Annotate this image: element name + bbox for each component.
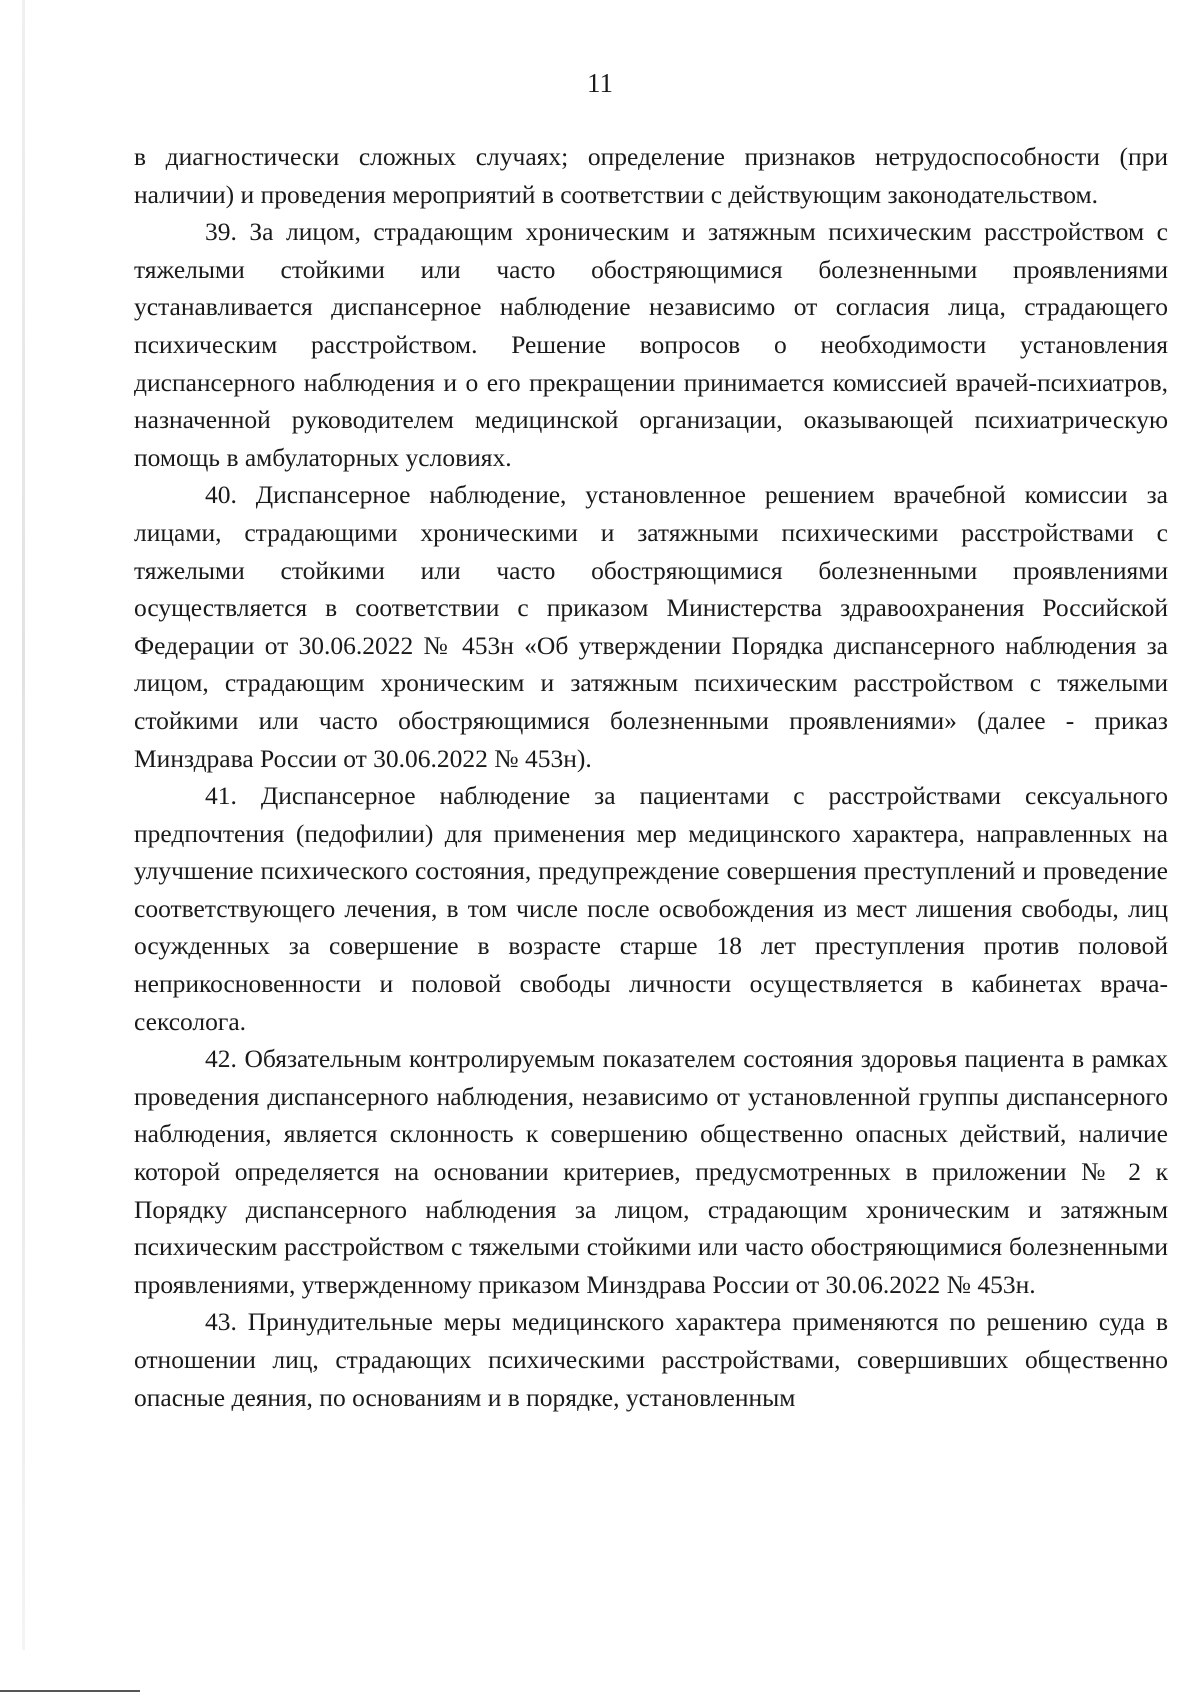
paragraph-41: 41. Диспансерное наблюдение за пациентами с расстройствами сексуального предпочтения (педофилии) для применения мер медицинского характера, направленных на улучшение психического состояния, предупреждение совершения преступлений и проведение соответствующего лечения, в том числе после освобождения из мест лишения свободы, лиц осужденных за совершение в возрасте старше 18 лет преступления против половой неприкосновенности и половой свободы личности осуществляется в кабинетах врача-сексолога. [134,781,1168,1036]
paragraph-39: 39. За лицом, страдающим хроническим и затяжным психическим расстройством с тяжелыми стойкими или часто обостряющимися болезненными проявлениями устанавливается диспансерное наблюдение независимо от согласия лица, страдающего психическим расстройством. Решение вопросов о необходимости установления диспансерного наблюдения и о его прекращении принимается комиссией врачей-психиатров, назначенной руководителем медицинской организации, оказывающей психиатрическую помощь в амбулаторных условиях. [134,217,1168,472]
paragraph-43: 43. Принудительные меры медицинского характера применяются по решению суда в отношении лиц, страдающих психическими расстройствами, совершивших общественно опасные деяния, по основаниям и в порядке, установленным [134,1307,1168,1412]
scan-edge-left [22,0,25,1650]
paragraph-40: 40. Диспансерное наблюдение, установленное решением врачебной комиссии за лицами, страдающими хроническими и затяжными психическими расстройствами с тяжелыми стойкими или часто обостряющимися болезненными проявлениями осуществляется в соответствии с приказом Министерства здравоохранения Российской Федерации от 30.06.2022 № 453н «Об утверждении Порядка диспансерного наблюдения за лицом, страдающим хроническим и затяжным психическим расстройством с тяжелыми стойкими или часто обостряющимися болезненными проявлениями» (далее - приказ Минздрава России от 30.06.2022 № 453н). [134,480,1168,773]
scan-edge-bottom [0,1690,140,1692]
page-number: 11 [587,68,613,98]
paragraph-continuation: в диагностически сложных случаях; определение признаков нетрудоспособности (при наличии) и проведения мероприятий в соответствии с действующим законодательством. [134,142,1168,209]
document-body [134,138,1168,1416]
paragraph-42: 42. Обязательным контролируемым показателем состояния здоровья пациента в рамках проведения диспансерного наблюдения, независимо от установленной группы диспансерного наблюдения, является склонность к совершению общественно опасных действий, наличие которой определяется на основании критериев, предусмотренных в приложении № 2 к Порядку диспансерного наблюдения за лицом, страдающим хроническим и затяжным психическим расстройством с тяжелыми стойкими или часто обостряющимися болезненными проявлениями, утвержденному приказом Минздрава России от 30.06.2022 № 453н. [134,1044,1168,1299]
